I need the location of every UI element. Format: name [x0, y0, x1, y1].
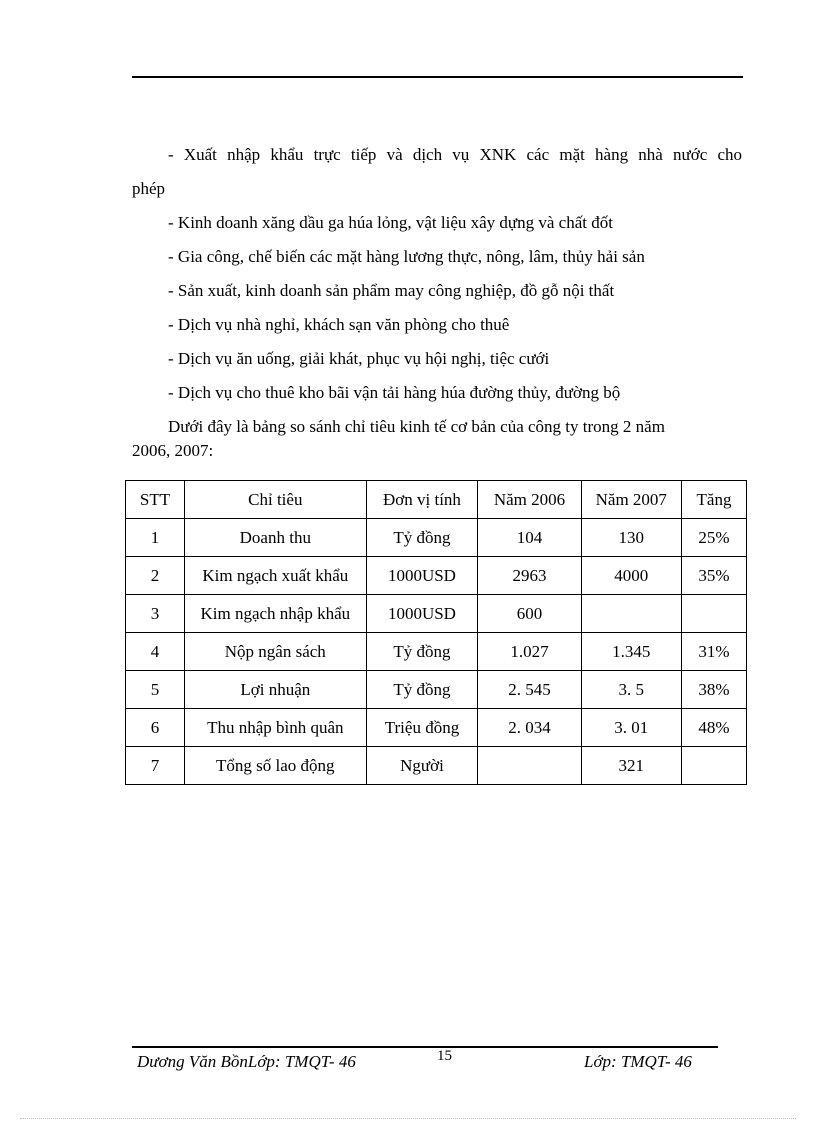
footer-rule [132, 1046, 718, 1048]
intro-line-2: 2006, 2007: [132, 441, 214, 460]
table-row [126, 709, 747, 747]
bullet-hotel-office: - Dịch vụ nhà nghỉ, khách sạn văn phòng cho thuê [168, 315, 510, 334]
cell-increase [681, 595, 746, 633]
cell-year-2007: 3. 01 [581, 709, 681, 747]
bullet-catering: - Dịch vụ ăn uống, giải khát, phục vụ hội nghị, tiệc cưới [168, 349, 550, 368]
header-indicator: Chỉ tiêu [185, 481, 366, 519]
cell-year-2006: 600 [478, 595, 581, 633]
table-row [126, 633, 747, 671]
page-number: 15 [437, 1048, 452, 1064]
footer-class: Lớp: TMQT- 46 [584, 1052, 692, 1071]
cell-stt: 4 [126, 633, 185, 671]
cell-year-2007: 3. 5 [581, 671, 681, 709]
table-row [126, 557, 747, 595]
table-row [126, 519, 747, 557]
bullet-export-import: - Xuất nhập khẩu trực tiếp và dịch vụ XNK các mặt hàng nhà nước cho [168, 145, 742, 164]
cell-indicator: Kim ngạch xuất khẩu [185, 557, 366, 595]
cell-unit: 1000USD [366, 595, 478, 633]
cell-indicator: Tổng số lao động [185, 747, 366, 785]
cell-indicator: Doanh thu [185, 519, 366, 557]
cell-unit: Tỷ đồng [366, 519, 478, 557]
header-year-2007: Năm 2007 [581, 481, 681, 519]
intro-line-1: Dưới đây là bảng so sánh chỉ tiêu kinh tế cơ bản của công ty trong 2 năm [168, 417, 665, 436]
cell-year-2006 [478, 747, 581, 785]
cell-increase: 31% [681, 633, 746, 671]
cell-year-2006: 2963 [478, 557, 581, 595]
cell-increase: 35% [681, 557, 746, 595]
cell-year-2007: 4000 [581, 557, 681, 595]
page-edge-dotted-line [20, 1118, 796, 1119]
cell-increase: 25% [681, 519, 746, 557]
header-year-2006: Năm 2006 [478, 481, 581, 519]
cell-indicator: Thu nhập bình quân [185, 709, 366, 747]
cell-year-2006: 104 [478, 519, 581, 557]
header-unit: Đơn vị tính [366, 481, 478, 519]
cell-increase [681, 747, 746, 785]
bullet-export-import-cont: phép [132, 179, 166, 198]
header-stt: STT [126, 481, 185, 519]
cell-stt: 1 [126, 519, 185, 557]
cell-year-2006: 2. 545 [478, 671, 581, 709]
cell-year-2007: 321 [581, 747, 681, 785]
cell-year-2007 [581, 595, 681, 633]
footer-author: Dương Văn BồnLớp: TMQT- 46 [137, 1052, 356, 1071]
table-header-row [126, 481, 747, 519]
cell-stt: 3 [126, 595, 185, 633]
bullet-garment-furniture: - Sản xuất, kinh doanh sản phẩm may công nghiệp, đồ gỗ nội thất [168, 281, 615, 300]
header-rule [132, 76, 743, 78]
cell-unit: 1000USD [366, 557, 478, 595]
cell-year-2006: 1.027 [478, 633, 581, 671]
bullet-warehouse-transport: - Dịch vụ cho thuê kho bãi vận tải hàng húa đường thủy, đường bộ [168, 383, 621, 402]
cell-stt: 5 [126, 671, 185, 709]
bullet-fuel-trading: - Kinh doanh xăng dầu ga húa lỏng, vật liệu xây dựng và chất đốt [168, 213, 613, 232]
economic-indicators-table [125, 480, 747, 785]
cell-increase: 38% [681, 671, 746, 709]
cell-year-2007: 1.345 [581, 633, 681, 671]
cell-unit: Tỷ đồng [366, 633, 478, 671]
cell-increase: 48% [681, 709, 746, 747]
cell-unit: Triệu đồng [366, 709, 478, 747]
cell-unit: Tỷ đồng [366, 671, 478, 709]
cell-stt: 6 [126, 709, 185, 747]
cell-year-2006: 2. 034 [478, 709, 581, 747]
table-row [126, 747, 747, 785]
cell-stt: 7 [126, 747, 185, 785]
cell-indicator: Kim ngạch nhập khẩu [185, 595, 366, 633]
cell-year-2007: 130 [581, 519, 681, 557]
table-row [126, 671, 747, 709]
table-row [126, 595, 747, 633]
cell-stt: 2 [126, 557, 185, 595]
cell-indicator: Lợi nhuận [185, 671, 366, 709]
header-increase: Tăng [681, 481, 746, 519]
cell-unit: Người [366, 747, 478, 785]
cell-indicator: Nộp ngân sách [185, 633, 366, 671]
bullet-food-processing: - Gia công, chế biến các mặt hàng lương thực, nông, lâm, thủy hải sản [168, 247, 645, 266]
